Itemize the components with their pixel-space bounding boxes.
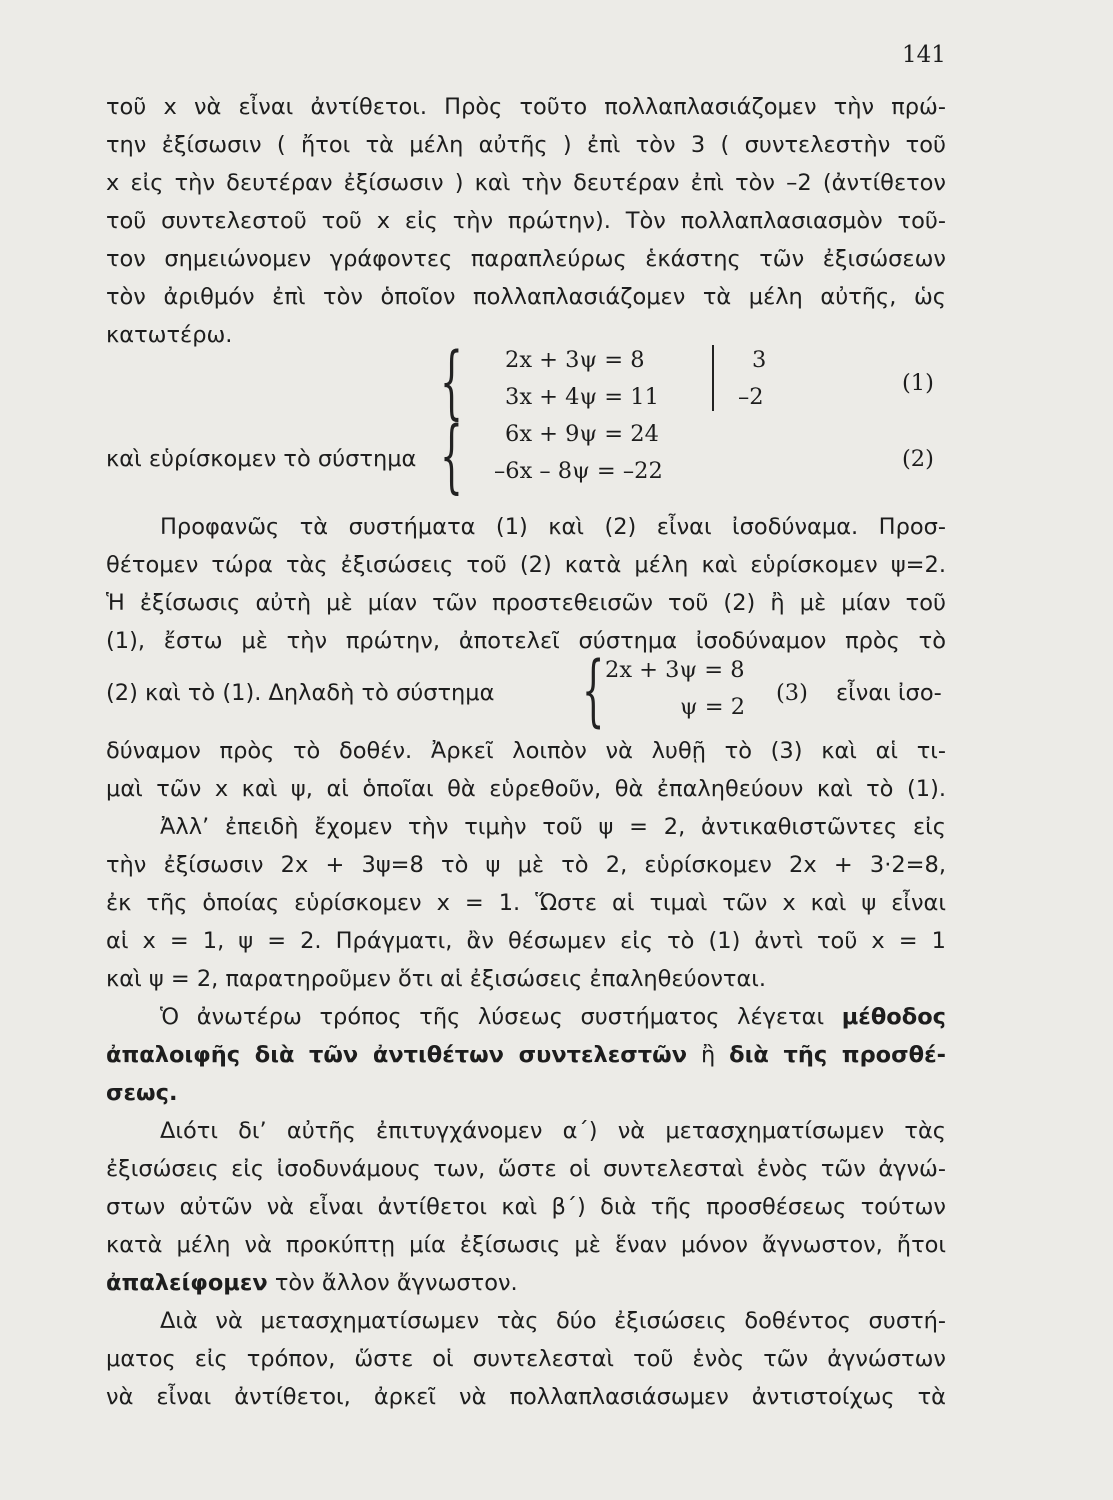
text-line: τὸν ἀριθμόν ἐπὶ τὸν ὁποῖον πολλαπλασιάζομεν τὰ μέλη αὐτῆς, ὡς (106, 284, 946, 310)
text-line: τὴν ἐξίσωσιν 2x + 3ψ=8 τὸ ψ μὲ τὸ 2, εὑρίσκομεν 2x + 3·2=8, (106, 852, 946, 878)
bold-term: ἀπαλείφομεν (106, 1270, 268, 1296)
text-line: (2) καὶ τὸ (1). Δηλαδὴ τὸ σύστημα (106, 680, 495, 706)
text-line: μαὶ τῶν x καὶ ψ, αἱ ὁποῖαι θὰ εὑρεθοῦν, θὰ ἐπαληθεύουν καὶ τὸ (1). (106, 776, 946, 802)
text-run: τὸν ἄλλον ἄγνωστον. (267, 1270, 518, 1296)
text-run: ἢ (687, 1042, 730, 1068)
text-line: Διὰ νὰ μετασχηματίσωμεν τὰς δύο ἐξισώσεις δοθέντος συστή- (160, 1308, 946, 1334)
text-line (106, 1040, 946, 1070)
text-line: θέτομεν τώρα τὰς ἐξισώσεις τοῦ (2) κατὰ μέλη καὶ εὑρίσκομεν ψ=2. (106, 552, 946, 578)
text-line: στων αὐτῶν νὰ εἶναι ἀντίθετοι καὶ β΄) διὰ τῆς προσθέσεως τούτων (106, 1194, 946, 1220)
text-line: τοῦ συντελεστοῦ τοῦ x εἰς τὴν πρώτην). Τὸν πολλαπλασιασμὸν τοῦ- (106, 208, 946, 234)
page-number: 141 (902, 42, 946, 68)
text-line: εἶναι ἰσο- (836, 680, 942, 706)
left-brace: { (582, 646, 605, 736)
text-line: τοῦ x νὰ εἶναι ἀντίθετοι. Πρὸς τοῦτο πολλαπλασιάζομεν τὴν πρώ- (106, 94, 946, 120)
text-line: x εἰς τὴν δευτέραν ἐξίσωσιν ) καὶ τὴν δευτέραν ἐπὶ τὸν –2 (ἀντίθετον (106, 170, 946, 196)
text-line: Ἡ ἐξίσωσις αὐτὴ μὲ μίαν τῶν προστεθεισῶν τοῦ (2) ἢ μὲ μίαν τοῦ (106, 590, 946, 616)
equation: 3x + 4ψ = 11 (505, 384, 659, 410)
text-line: κατὰ μέλη νὰ προκύπτῃ μία ἐξίσωσις μὲ ἕναν μόνον ἄγνωστον, ἤτοι (106, 1232, 946, 1258)
equation: ψ = 2 (680, 694, 746, 720)
text-line: Διότι δι’ αὐτῆς ἐπιτυγχάνομεν α΄) νὰ μετασχηματίσωμεν τὰς (160, 1118, 946, 1144)
text-line: καὶ ψ = 2, παρατηροῦμεν ὅτι αἱ ἐξισώσεις ἐπαληθεύονται. (106, 966, 767, 992)
equation: –6x – 8ψ = –22 (494, 458, 663, 484)
text-line: ἐξισώσεις εἰς ἰσοδυνάμους των, ὥστε οἱ συντελεσταὶ ἑνὸς τῶν ἀγνώ- (106, 1156, 946, 1182)
text-line: Προφανῶς τὰ συστήματα (1) καὶ (2) εἶναι ἰσοδύναμα. Προσ- (160, 514, 946, 540)
multiplier: –2 (738, 384, 764, 410)
equation: 6x + 9ψ = 24 (505, 421, 659, 447)
bold-term: μέθοδος (841, 1004, 946, 1030)
text-line: κατωτέρω. (106, 322, 233, 348)
bold-term: σεως. (106, 1080, 178, 1106)
text-line: καὶ εὑρίσκομεν τὸ σύστημα (106, 446, 417, 472)
text-line: Ἀλλ’ ἐπειδὴ ἔχομεν τὴν τιμὴν τοῦ ψ = 2, ἀντικαθιστῶντες εἰς (160, 814, 946, 840)
text-line: ἐκ τῆς ὁποίας εὑρίσκομεν x = 1. Ὥστε αἱ τιμαὶ τῶν x καὶ ψ εἶναι (106, 890, 946, 916)
text-line: νὰ εἶναι ἀντίθετοι, ἀρκεῖ νὰ πολλαπλασιάσωμεν ἀντιστοίχως τὰ (106, 1384, 946, 1410)
text-line: την ἐξίσωσιν ( ἤτοι τὰ μέλη αὐτῆς ) ἐπὶ τὸν 3 ( συντελεστὴν τοῦ (106, 132, 946, 158)
equation-label: (1) (902, 370, 934, 396)
equation-label: (3) (776, 680, 808, 706)
text-line: αἱ x = 1, ψ = 2. Πράγματι, ἂν θέσωμεν εἰς τὸ (1) ἀντὶ τοῦ x = 1 (106, 928, 946, 954)
equation-label: (2) (902, 446, 934, 472)
text-line: δύναμον πρὸς τὸ δοθέν. Ἀρκεῖ λοιπὸν νὰ λυθῇ τὸ (3) καὶ αἱ τι- (106, 738, 946, 764)
text-line (106, 1268, 946, 1298)
left-brace: { (440, 335, 463, 428)
text-line: ματος εἰς τρόπον, ὥστε οἱ συντελεσταὶ τοῦ ἑνὸς τῶν ἀγνώστων (106, 1346, 946, 1372)
equation: 2x + 3ψ = 8 (605, 657, 745, 683)
separator-bar (712, 345, 714, 411)
equation: 2x + 3ψ = 8 (505, 347, 645, 373)
text-line: τον σημειώνομεν γράφοντες παραπλεύρως ἑκάστης τῶν ἐξισώσεων (106, 246, 946, 272)
multiplier: 3 (752, 347, 767, 373)
left-brace: { (440, 409, 463, 502)
bold-term: διὰ τῆς προσθέ- (729, 1042, 946, 1068)
text-line: (1), ἔστω μὲ τὴν πρώτην, ἀποτελεῖ σύστημα ἰσοδύναμον πρὸς τὸ (106, 628, 946, 654)
text-line (160, 1002, 946, 1032)
bold-term: ἀπαλοιφῆς διὰ τῶν ἀντιθέτων συντελεστῶν (106, 1042, 688, 1068)
text-run: Ὁ ἀνωτέρω τρόπος τῆς λύσεως συστήματος λέγεται (160, 1004, 842, 1030)
